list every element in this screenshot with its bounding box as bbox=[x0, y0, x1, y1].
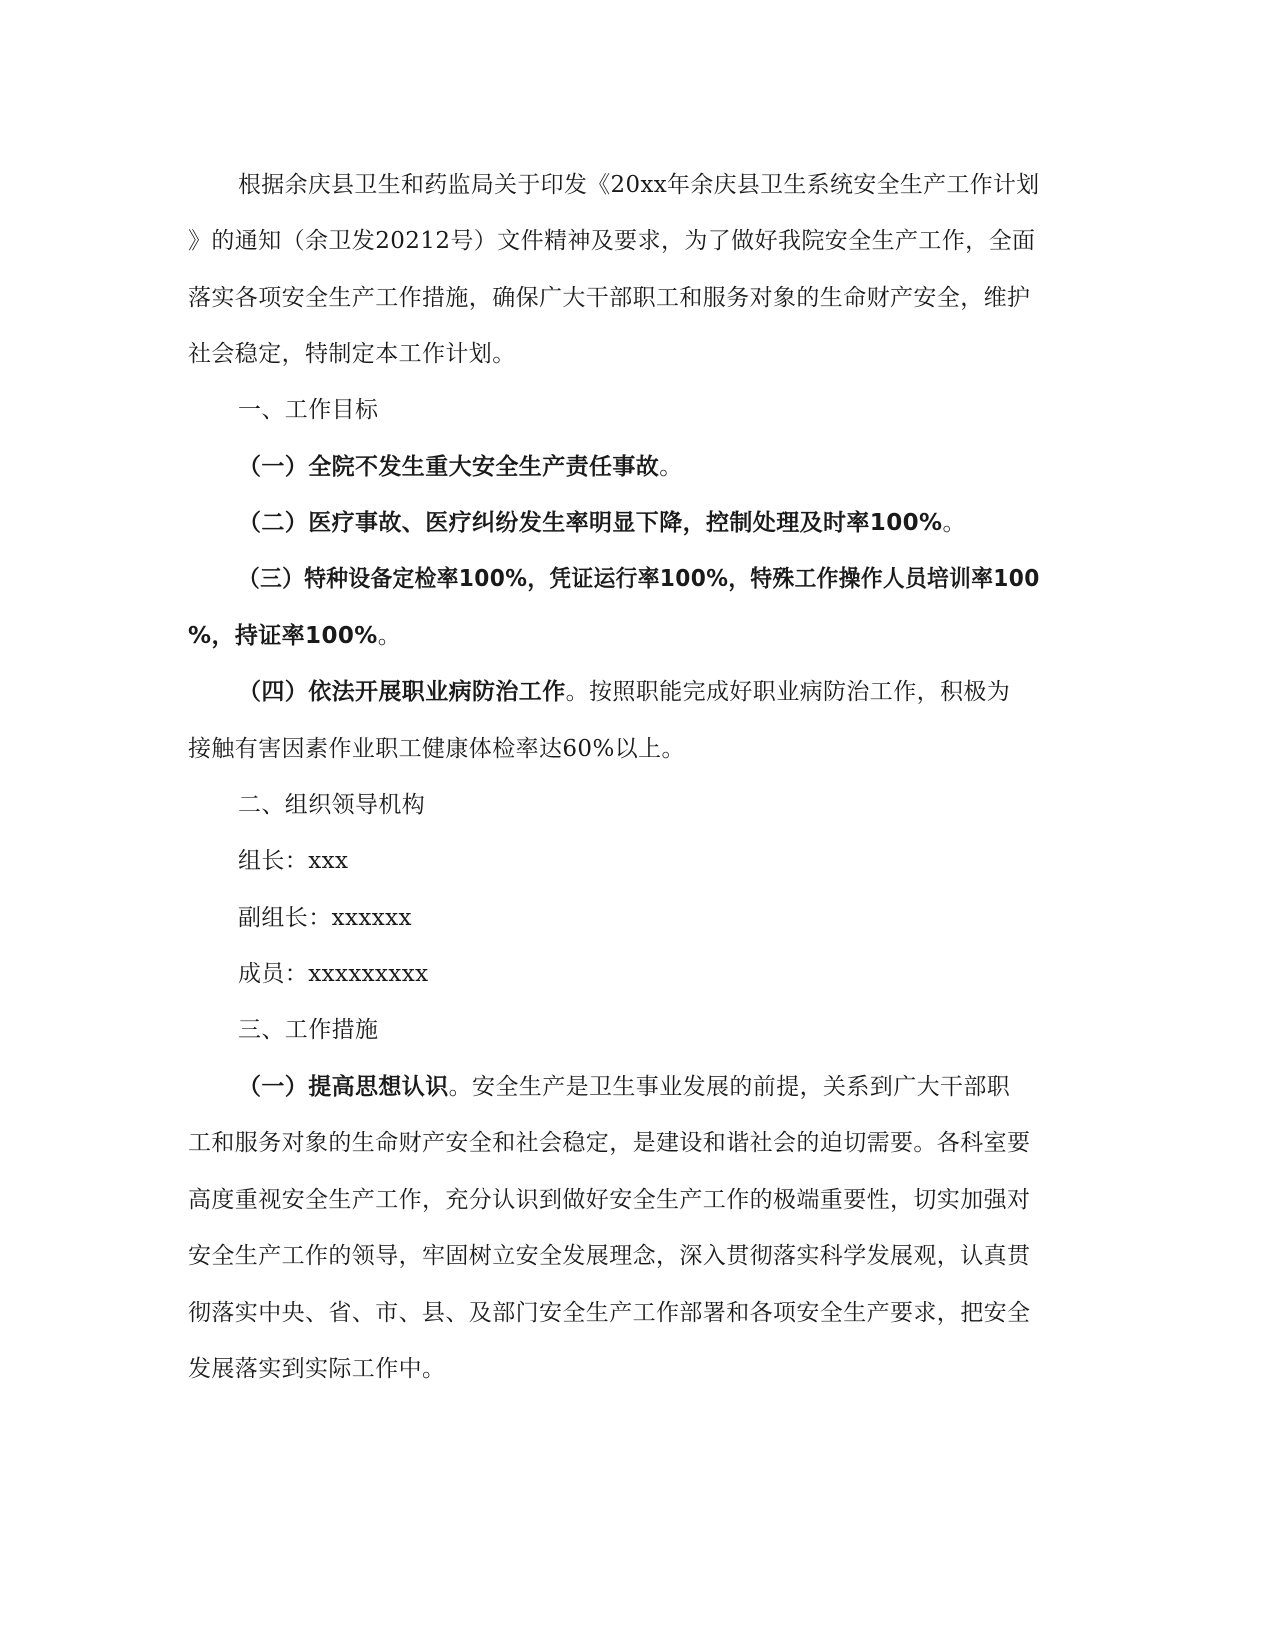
goal-1-text: （一）全院不发生重大安全生产责任事故 bbox=[238, 454, 660, 480]
leader-line: 组长：xxx bbox=[238, 848, 349, 874]
measure-1-line-2: 工和服务对象的生命财产安全和社会稳定，是建设和谐社会的迫切需要。各科室要 bbox=[188, 1130, 1031, 1156]
goal-2-text: （二）医疗事故、医疗纠纷发生率明显下降，控制处理及时率100% bbox=[238, 510, 943, 536]
measure-1-line-4: 安全生产工作的领导，牢固树立安全发展理念，深入贯彻落实科学发展观，认真贯 bbox=[188, 1243, 1031, 1269]
goal-2-end: 。 bbox=[942, 510, 966, 536]
goal-4-line-2: 接触有害因素作业职工健康体检率达60%以上。 bbox=[188, 736, 685, 762]
goal-1-end: 。 bbox=[659, 454, 683, 480]
goal-4 bbox=[238, 677, 1010, 707]
measure-1-line-3: 高度重视安全生产工作，充分认识到做好安全生产工作的极端重要性，切实加强对 bbox=[188, 1187, 1031, 1213]
measure-1-line-6: 发展落实到实际工作中。 bbox=[188, 1356, 446, 1382]
members-line: 成员：xxxxxxxxx bbox=[238, 961, 429, 987]
intro-line-3: 落实各项安全生产工作措施，确保广大干部职工和服务对象的生命财产安全，维护 bbox=[188, 285, 1031, 311]
section-1-heading: 一、工作目标 bbox=[238, 397, 379, 423]
measure-1-line-5: 彻落实中央、省、市、县、及部门安全生产工作部署和各项安全生产要求，把安全 bbox=[188, 1300, 1031, 1326]
goal-2 bbox=[238, 508, 966, 538]
section-2-heading: 二、组织领导机构 bbox=[238, 792, 426, 818]
goal-3-end: 。 bbox=[377, 623, 402, 649]
deputy-line: 副组长：xxxxxx bbox=[238, 905, 412, 931]
intro-line-2: 》的通知（余卫发20212号）文件精神及要求，为了做好我院安全生产工作，全面 bbox=[188, 228, 1036, 254]
goal-1 bbox=[238, 452, 683, 482]
goal-4-bold: （四）依法开展职业病防治工作 bbox=[238, 679, 566, 705]
goal-3-line-2-text: %，持证率100% bbox=[188, 623, 378, 649]
intro-line-4: 社会稳定，特制定本工作计划。 bbox=[188, 341, 516, 367]
measure-1 bbox=[238, 1072, 1010, 1102]
measure-1-bold: （一）提高思想认识 bbox=[238, 1074, 449, 1100]
goal-3-line-2 bbox=[188, 621, 401, 651]
measure-1-rest: 。安全生产是卫生事业发展的前提，关系到广大干部职 bbox=[448, 1074, 1011, 1100]
intro-line-1: 根据余庆县卫生和药监局关于印发《20xx年余庆县卫生系统安全生产工作计划 bbox=[238, 172, 1040, 198]
goal-4-rest: 。按照职能完成好职业病防治工作，积极为 bbox=[565, 679, 1011, 705]
goal-3-line-1: （三）特种设备定检率100%，凭证运行率100%，特殊工作操作人员培训率100 bbox=[238, 566, 1040, 592]
section-3-heading: 三、工作措施 bbox=[238, 1017, 379, 1043]
